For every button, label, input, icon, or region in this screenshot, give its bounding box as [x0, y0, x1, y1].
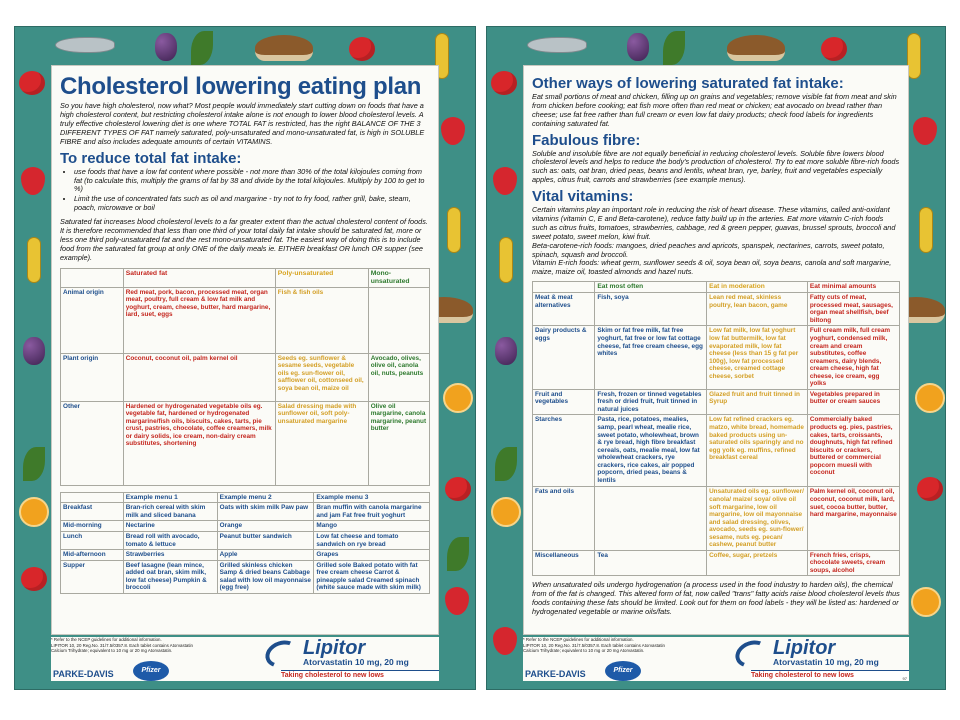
- table-cell: Coconut, coconut oil, palm kernel oil: [123, 353, 275, 401]
- table-cell: Bran-rich cereal with skim milk and sliced banana: [123, 503, 217, 521]
- row-label: Animal origin: [61, 287, 124, 353]
- lipitor-dose: Atorvastatin 10 mg, 20 mg: [773, 657, 879, 667]
- table-cell: Fresh, frozen or tinned vegetables fresh or dried fruit, fruit tinned in natural juices: [595, 389, 707, 415]
- table-header: Saturated fat: [123, 268, 275, 287]
- leaf-icon: [495, 447, 517, 481]
- table-cell: Mango: [314, 521, 430, 532]
- table-cell: Red meat, pork, bacon, processed meat, organ meat, poultry, full cream & low fat milk and yoghurt, cream, cheese, butter, hard margarine, lard, suet, eggs: [123, 287, 275, 353]
- row-label: Plant origin: [61, 353, 124, 401]
- corn-icon: [27, 237, 41, 283]
- table-cell: Oats with skim milk Paw paw: [217, 503, 314, 521]
- left-page: [14, 26, 476, 690]
- meal-label: Mid-afternoon: [61, 550, 124, 561]
- table-cell: Peanut butter sandwich: [217, 531, 314, 549]
- table-cell: Fish, soya: [595, 293, 707, 326]
- row-label: Meat & meat alternatives: [533, 293, 595, 326]
- apple-icon: [19, 71, 45, 95]
- fibre-heading: Fabulous fibre:: [532, 131, 641, 149]
- reference-line: LIPITOR 10, 20 Reg.No. 31/7.5/0357.8. Each tablet contains Atorvastatin: [523, 642, 665, 648]
- lipitor-swoosh-icon: [262, 636, 303, 672]
- table-cell: Tea: [595, 550, 707, 576]
- row-label: Fruit and vegetables: [533, 389, 595, 415]
- grapes-icon: [155, 33, 177, 61]
- list-item: • Limit the use of concentrated fats such as oil and margarine - try not to fry food, rather grill, bake, steam, poach, microwave or boil: [74, 195, 430, 213]
- table-cell: Grilled skinless chicken Samp & dried beans Cabbage salad with low oil mayonnaise (egg free): [217, 560, 314, 593]
- pfizer-logo: Pfizer: [605, 661, 641, 681]
- reduce-fat-heading: To reduce total fat intake:: [60, 149, 242, 167]
- orange-icon: [443, 383, 473, 413]
- row-label: Other: [61, 401, 124, 485]
- meal-label: Breakfast: [61, 503, 124, 521]
- table-row: [533, 550, 900, 576]
- table-cell: Full cream milk, full cream yoghurt, condensed milk, cream and cream substitutes, coffee creamers, dairy blends, cream cheese, high fat cheese, ice cream, egg yolks: [807, 326, 899, 389]
- table-header: [61, 268, 124, 287]
- orange-icon: [19, 497, 49, 527]
- fish-icon: [527, 37, 587, 53]
- reference-line: * Refer to the NCEP guidelines for additional information.: [523, 637, 634, 642]
- table-row: [61, 401, 430, 485]
- table-cell: Seeds eg. sunflower & sesame seeds, vegetable oils eg. sun-flower oil, safflower oil, cottonseed oil, soya bean oil, maize oil: [275, 353, 368, 401]
- lipitor-swoosh-icon: [732, 636, 773, 672]
- right-page: [486, 26, 946, 690]
- vitamin-e-text: Vitamin E-rich foods: wheat germ, sunflower seeds & oil, soya bean oil, soya beans, canola and soft margarine, maize, maize oil, toasted almonds and hazel nuts.: [532, 258, 892, 277]
- fish-icon: [55, 37, 115, 53]
- orange-icon: [915, 383, 945, 413]
- hydrogenation-text: When unsaturated oils undergo hydrogenation (a process used in the food industry to harden oils), the chemical from of the fat is changed. This altered form of fat, now called "trans" fatty acids raise blood cholesterol levels thus foods containing these fats should be limited. Look out for them on food labels - they will be listed as: hardened or hydrogenated vegetable or marine oils/fats.: [532, 580, 900, 617]
- grapes-icon: [23, 337, 45, 365]
- table-cell: Bran muffin with canola margarine and jam Fat free fruit yoghurt: [314, 503, 430, 521]
- strawberry-icon: [913, 117, 937, 145]
- table-cell: Avocado, olives, olive oil, canola oil, nuts, peanuts: [368, 353, 429, 401]
- table-cell: Olive oil margarine, canola margarine, peanut butter: [368, 401, 429, 485]
- table-cell: Palm kernel oil, coconut oil, coconut, coconut milk, lard, suet, cocoa butter, butter, hard margarine, mayonnaise: [807, 487, 899, 550]
- pfizer-logo: Pfizer: [133, 661, 169, 681]
- table-header: Eat minimal amounts: [807, 282, 899, 293]
- right-content: [523, 65, 909, 635]
- apple-icon: [821, 37, 847, 61]
- table-cell: Lean red meat, skinless poultry, lean bacon, game: [707, 293, 808, 326]
- meal-label: Supper: [61, 560, 124, 593]
- row-label: Miscellaneous: [533, 550, 595, 576]
- tagline: Taking cholesterol to new lows: [281, 670, 439, 680]
- table-header-row: [533, 282, 900, 293]
- table-cell: Coffee, sugar, pretzels: [707, 550, 808, 576]
- table-header: Poly-unsaturated: [275, 268, 368, 287]
- table-row: [533, 487, 900, 550]
- vitamin-text: Certain vitamins play an important role in reducing the risk of heart disease. These vitamins, called anti-oxidant vitamins (vitamin C, E and Beta-carotene), reduce fatty build up in the arteries. Eat more vitamin C-rich foods such as citrus fruits, tomatoes, strawberries, cabbage, red & green pepper, guavas, brussel sprouts, broccoli and sweet potato, sweet melon, kiwi fruit.: [532, 205, 896, 241]
- reduce-fat-list: [74, 168, 430, 213]
- table-cell: Apple: [217, 550, 314, 561]
- table-cell: Low fat milk, low fat yoghurt low fat buttermilk, low fat evaporated milk, low fat cheese (less than 15 g fat per 100g), low fat processed cheese, creamed cottage cheese, sorbet: [707, 326, 808, 389]
- table-header: [61, 492, 124, 503]
- table-header: [533, 282, 595, 293]
- table-cell: Strawberries: [123, 550, 217, 561]
- reference-line: Calcium Trihydrate; equivalent to 10 mg or 20 mg Atorvastatin.: [51, 648, 173, 653]
- table-row: [61, 531, 430, 549]
- table-header-row: [61, 492, 430, 503]
- meal-label: Lunch: [61, 531, 124, 549]
- fat-types-table: [60, 268, 430, 486]
- table-row: [61, 521, 430, 532]
- leaf-icon: [447, 537, 469, 571]
- left-content: [51, 65, 439, 635]
- meal-label: Mid-morning: [61, 521, 124, 532]
- table-cell: [595, 487, 707, 550]
- saturated-fat-paragraph: Saturated fat increases blood cholesterol levels to a far greater extent than the actual cholesterol content of foods. It is therefore recommended that less than one third of your total daily fat intake should be saturated fat, more or less one third poly-unsaturated fat and the rest mono-unsaturated fat. The easiest way of doing this is to include food from the saturated fat group at only ONE of the daily meals ie. EITHER breakfast OR lunch OR supper (see example).: [60, 217, 428, 262]
- table-header: Mono-unsaturated: [368, 268, 429, 287]
- table-cell: [368, 287, 429, 353]
- example-menu-table: [60, 492, 430, 594]
- parke-davis-logo: PARKE-DAVIS: [53, 669, 114, 679]
- table-header: Example menu 3: [314, 492, 430, 503]
- table-cell: Pasta, rice, potatoes, mealies, samp, pearl wheat, mealie rice, sweet potato, wholewheat, brown & rye bread, high fibre breakfast cereals, oats, mealie meal, low fat wholewheat crackers, rye crackers, rice cakes, air popped popcorn, dried peas, beans & lentils: [595, 415, 707, 487]
- grapes-icon: [627, 33, 649, 61]
- table-header: Example menu 2: [217, 492, 314, 503]
- saturated-fat-heading: Other ways of lowering saturated fat intake:: [532, 75, 844, 92]
- table-row: [61, 287, 430, 353]
- table-cell: Nectarine: [123, 521, 217, 532]
- parke-davis-logo: PARKE-DAVIS: [525, 669, 586, 679]
- beta-carotene-text: Beta-carotene-rich foods: mangoes, dried peaches and apricots, spanspek, nectarines, carrots, sweet potato, spinach, squash and broccoli.: [532, 240, 885, 259]
- lipitor-name: Lipitor: [303, 637, 366, 659]
- reference-line: Calcium Trihydrate; equivalent to 10 mg or 20 mg Atorvastatin.: [523, 648, 645, 653]
- row-label: Dairy products & eggs: [533, 326, 595, 389]
- page-number: 97: [902, 676, 907, 681]
- left-footer: [51, 637, 439, 681]
- table-row: [61, 503, 430, 521]
- lipitor-brand: [733, 637, 909, 681]
- table-row: [61, 550, 430, 561]
- food-choices-table: [532, 281, 900, 576]
- table-cell: Bread roll with avocado, tomato & lettuce: [123, 531, 217, 549]
- leaf-icon: [191, 31, 213, 65]
- table-row: [533, 389, 900, 415]
- table-cell: Low fat refined crackers eg. matzo, white bread, homemade baked products using un-saturated oils sparingly and no egg yolk eg. muffins, refined breakfast cereal: [707, 415, 808, 487]
- orange-icon: [911, 587, 941, 617]
- table-cell: Hardened or hydrogenated vegetable oils eg. vegetable fat, hardened or hydrogenated margarine/fish oils, biscuits, cakes, tarts, pie crust, pastries, chocolate, coffee creamers, milk or dairy solids, ice cream, non-dairy cream substitutes, shortening: [123, 401, 275, 485]
- table-header: Eat in moderation: [707, 282, 808, 293]
- strawberry-icon: [493, 167, 517, 195]
- table-cell: French fries, crisps, chocolate sweets, cream soups, alcohol: [807, 550, 899, 576]
- table-header: Eat most often: [595, 282, 707, 293]
- table-cell: Low fat cheese and tomato sandwich on rye bread: [314, 531, 430, 549]
- leaf-icon: [663, 31, 685, 65]
- table-cell: Glazed fruit and fruit tinned in Syrup: [707, 389, 808, 415]
- pie-icon: [727, 35, 785, 61]
- corn-icon: [499, 237, 513, 283]
- table-cell: Fish & fish oils: [275, 287, 368, 353]
- apple-icon: [917, 477, 943, 501]
- table-row: [533, 293, 900, 326]
- vitamin-heading: Vital vitamins:: [532, 188, 634, 206]
- page-title: Cholesterol lowering eating plan: [60, 73, 422, 100]
- table-cell: Commercially baked products eg. pies, pastries, cakes, tarts, croissants, doughnuts, high fat refined biscuits or crackers, buttered or commercial popcorn muesli with coconut: [807, 415, 899, 487]
- lipitor-name: Lipitor: [773, 637, 836, 659]
- table-header-row: [61, 268, 430, 287]
- fibre-text: Soluble and insoluble fibre are not equally beneficial in reducing cholesterol levels. Soluble fibre lowers blood cholesterol levels and helps to reduce the body's production of cholesterol. Try to eat more soluble fibre-rich foods such as: oats, oat bran, dried peas, beans and lentils, wheat bran, rye, barley, fruit and vegetables especially apples, citrus fruit, carrots and strawberries (see example menus).: [532, 148, 900, 185]
- reference-line: LIPITOR 10, 20 Reg.No. 31/7.5/0357.8. Each tablet contains Atorvastatin: [51, 642, 193, 648]
- apple-icon: [349, 37, 375, 61]
- strawberry-icon: [445, 587, 469, 615]
- table-row: [533, 415, 900, 487]
- apple-icon: [21, 567, 47, 591]
- table-cell: Grapes: [314, 550, 430, 561]
- table-cell: Unsaturated oils eg. sunflower/ canola/ maize/ soya/ olive oil soft margarine, low oil margarine, low oil mayonnaise and salad dressing, olives, avocado, seeds eg. sun-flower/ sesame, nuts eg. pecan/ cashew, peanut butter: [707, 487, 808, 550]
- corn-icon: [919, 207, 933, 253]
- table-row: [533, 326, 900, 389]
- table-cell: Fatty cuts of meat, processed meat, sausages, organ meat shellfish, beef biltong: [807, 293, 899, 326]
- reference-note: [523, 637, 733, 654]
- list-item: • use foods that have a low fat content where possible - not more than 30% of the total kilojoules coming from fat (to calculate this, multiply the grams of fat by 38 and divide by the total kilojoules. Multiply by 100 to get to %): [74, 168, 430, 195]
- strawberry-icon: [441, 117, 465, 145]
- table-cell: Skim or fat free milk, fat free yoghurt, fat free or low fat cottage cheese, fat free cream cheese, egg whites: [595, 326, 707, 389]
- pie-icon: [255, 35, 313, 61]
- orange-icon: [491, 497, 521, 527]
- row-label: Fats and oils: [533, 487, 595, 550]
- table-row: [61, 560, 430, 593]
- table-cell: Vegetables prepared in butter or cream sauces: [807, 389, 899, 415]
- apple-icon: [445, 477, 471, 501]
- table-cell: Orange: [217, 521, 314, 532]
- table-cell: Salad dressing made with sunflower oil, soft poly-unsaturated margarine: [275, 401, 368, 485]
- apple-icon: [491, 71, 517, 95]
- table-cell: Grilled sole Baked potato with fat free cream cheese Carrot & pineapple salad Creamed spinach (white sauce made with skim milk): [314, 560, 430, 593]
- lipitor-brand: [263, 637, 439, 681]
- table-cell: Beef lasagne (lean mince, added oat bran, skim milk, low fat cheese) Pumpkin & broccoli: [123, 560, 217, 593]
- right-footer: [523, 637, 909, 681]
- table-header: Example menu 1: [123, 492, 217, 503]
- corn-icon: [447, 207, 461, 253]
- grapes-icon: [495, 337, 517, 365]
- strawberry-icon: [493, 627, 517, 655]
- tagline: Taking cholesterol to new lows: [751, 670, 909, 680]
- reference-note: [51, 637, 261, 654]
- leaf-icon: [23, 447, 45, 481]
- intro-paragraph: So you have high cholesterol, now what? Most people would immediately start cutting down on foods that have a high cholesterol content, but restricting cholesterol intake alone is not enough to lower blood cholesterol levels. A truly effective cholesterol lowering diet is one where TOTAL FAT is restricted, has the right BALANCE OF THE 3 DIFFERENT TYPES OF FAT namely saturated, poly-unsaturated and mono-unsaturated fat, is high in SOLUBLE FIBRE and also includes adequate amounts of certain VITAMINS.: [60, 101, 425, 146]
- row-label: Starches: [533, 415, 595, 487]
- reference-line: * Refer to the NCEP guidelines for additional information.: [51, 637, 162, 642]
- strawberry-icon: [21, 167, 45, 195]
- corn-icon: [907, 33, 921, 79]
- table-row: [61, 353, 430, 401]
- lipitor-dose: Atorvastatin 10 mg, 20 mg: [303, 657, 409, 667]
- saturated-fat-text: Eat small portions of meat and chicken, filling up on grains and vegetables; remove visible fat from meat and skin from chicken before cooking; eat fish more often than red meat or chicken; eat avocado on bread rather than cheese; use fat free rather than full cream or even low fat dairy products; check food labels for ingredients containing saturated fat.: [532, 92, 897, 128]
